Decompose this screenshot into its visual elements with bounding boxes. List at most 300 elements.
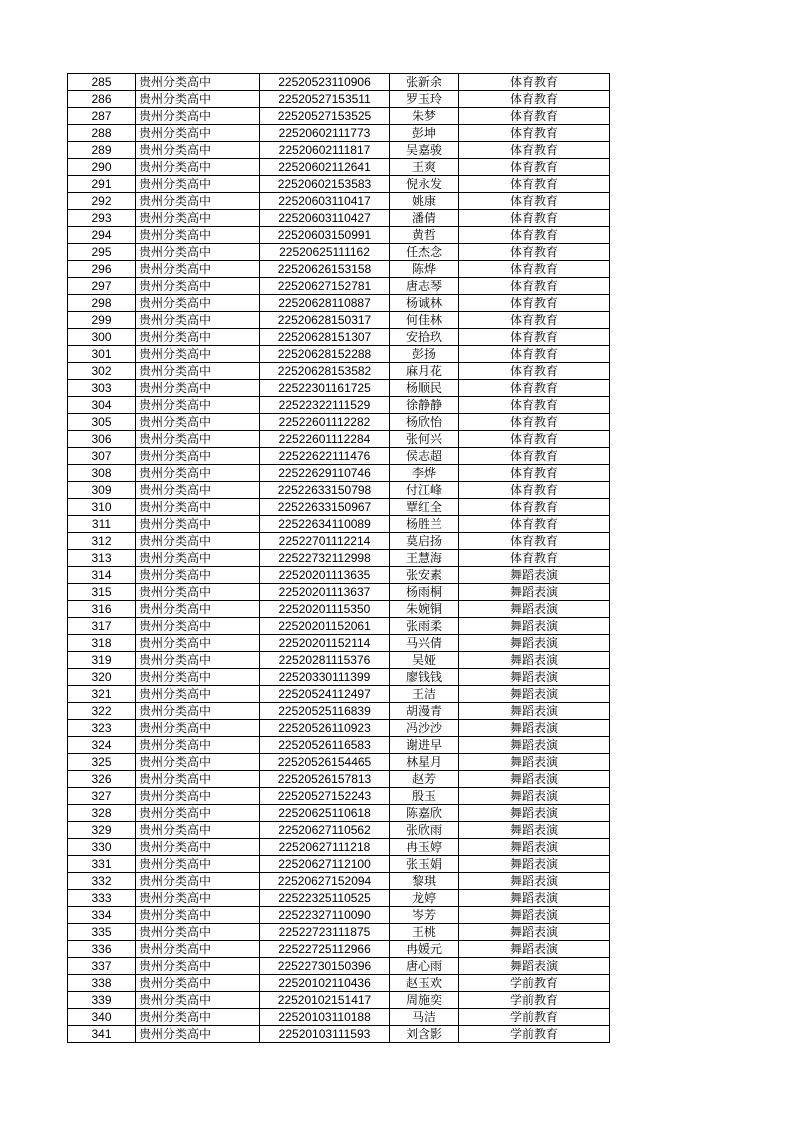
row-number-cell: 334 xyxy=(68,907,136,924)
row-number-cell: 310 xyxy=(68,499,136,516)
major-cell: 舞蹈表演 xyxy=(459,584,610,601)
student-name-cell: 吴嘉骏 xyxy=(390,142,459,159)
row-number-cell: 308 xyxy=(68,465,136,482)
student-id-cell: 22520627152781 xyxy=(260,278,390,295)
school-cell: 贵州分类高中 xyxy=(136,159,260,176)
school-cell: 贵州分类高中 xyxy=(136,686,260,703)
school-cell: 贵州分类高中 xyxy=(136,958,260,975)
school-cell: 贵州分类高中 xyxy=(136,278,260,295)
school-cell: 贵州分类高中 xyxy=(136,584,260,601)
student-name-cell: 岑芳 xyxy=(390,907,459,924)
student-name-cell: 倪永发 xyxy=(390,176,459,193)
student-name-cell: 马洁 xyxy=(390,1009,459,1026)
student-id-cell: 22522601112282 xyxy=(260,414,390,431)
student-id-cell: 22520201152061 xyxy=(260,618,390,635)
student-name-cell: 王慧海 xyxy=(390,550,459,567)
table-row xyxy=(68,278,610,295)
student-name-cell: 王爽 xyxy=(390,159,459,176)
school-cell: 贵州分类高中 xyxy=(136,482,260,499)
table-row xyxy=(68,193,610,210)
row-number-cell: 327 xyxy=(68,788,136,805)
row-number-cell: 297 xyxy=(68,278,136,295)
school-cell: 贵州分类高中 xyxy=(136,125,260,142)
student-id-cell: 22520103111593 xyxy=(260,1026,390,1043)
student-name-cell: 赵玉欢 xyxy=(390,975,459,992)
row-number-cell: 311 xyxy=(68,516,136,533)
major-cell: 体育教育 xyxy=(459,431,610,448)
row-number-cell: 305 xyxy=(68,414,136,431)
student-name-cell: 彭坤 xyxy=(390,125,459,142)
table-body xyxy=(68,74,610,1043)
row-number-cell: 292 xyxy=(68,193,136,210)
student-name-cell: 陈烨 xyxy=(390,261,459,278)
student-name-cell: 莫启扬 xyxy=(390,533,459,550)
row-number-cell: 314 xyxy=(68,567,136,584)
table-row xyxy=(68,669,610,686)
table-row xyxy=(68,958,610,975)
school-cell: 贵州分类高中 xyxy=(136,346,260,363)
school-cell: 贵州分类高中 xyxy=(136,91,260,108)
major-cell: 舞蹈表演 xyxy=(459,737,610,754)
table-row xyxy=(68,1026,610,1043)
major-cell: 舞蹈表演 xyxy=(459,567,610,584)
school-cell: 贵州分类高中 xyxy=(136,618,260,635)
student-name-cell: 侯志超 xyxy=(390,448,459,465)
row-number-cell: 286 xyxy=(68,91,136,108)
major-cell: 体育教育 xyxy=(459,516,610,533)
table-row xyxy=(68,125,610,142)
major-cell: 体育教育 xyxy=(459,244,610,261)
student-id-cell: 22520526110923 xyxy=(260,720,390,737)
row-number-cell: 336 xyxy=(68,941,136,958)
student-name-cell: 朱婉铜 xyxy=(390,601,459,618)
major-cell: 体育教育 xyxy=(459,176,610,193)
table-row xyxy=(68,533,610,550)
student-name-cell: 覃红全 xyxy=(390,499,459,516)
student-name-cell: 黎琪 xyxy=(390,873,459,890)
row-number-cell: 326 xyxy=(68,771,136,788)
major-cell: 体育教育 xyxy=(459,329,610,346)
student-name-cell: 杨胜兰 xyxy=(390,516,459,533)
table-row xyxy=(68,295,610,312)
table-row xyxy=(68,414,610,431)
table-row xyxy=(68,737,610,754)
table-row xyxy=(68,448,610,465)
row-number-cell: 329 xyxy=(68,822,136,839)
school-cell: 贵州分类高中 xyxy=(136,74,260,91)
major-cell: 学前教育 xyxy=(459,975,610,992)
table-row xyxy=(68,720,610,737)
student-id-cell: 22522322111529 xyxy=(260,397,390,414)
school-cell: 贵州分类高中 xyxy=(136,448,260,465)
student-id-cell: 22520527152243 xyxy=(260,788,390,805)
row-number-cell: 309 xyxy=(68,482,136,499)
school-cell: 贵州分类高中 xyxy=(136,669,260,686)
major-cell: 体育教育 xyxy=(459,363,610,380)
school-cell: 贵州分类高中 xyxy=(136,907,260,924)
major-cell: 体育教育 xyxy=(459,278,610,295)
major-cell: 体育教育 xyxy=(459,159,610,176)
major-cell: 舞蹈表演 xyxy=(459,720,610,737)
school-cell: 贵州分类高中 xyxy=(136,227,260,244)
student-name-cell: 张新余 xyxy=(390,74,459,91)
table-row xyxy=(68,873,610,890)
row-number-cell: 312 xyxy=(68,533,136,550)
table-row xyxy=(68,907,610,924)
student-name-cell: 王桃 xyxy=(390,924,459,941)
student-name-cell: 李烨 xyxy=(390,465,459,482)
row-number-cell: 298 xyxy=(68,295,136,312)
student-name-cell: 胡漫青 xyxy=(390,703,459,720)
row-number-cell: 322 xyxy=(68,703,136,720)
school-cell: 贵州分类高中 xyxy=(136,805,260,822)
major-cell: 舞蹈表演 xyxy=(459,941,610,958)
student-name-cell: 任杰念 xyxy=(390,244,459,261)
student-name-cell: 朱梦 xyxy=(390,108,459,125)
major-cell: 学前教育 xyxy=(459,992,610,1009)
table-row xyxy=(68,499,610,516)
school-cell: 贵州分类高中 xyxy=(136,1009,260,1026)
table-row xyxy=(68,363,610,380)
row-number-cell: 293 xyxy=(68,210,136,227)
school-cell: 贵州分类高中 xyxy=(136,975,260,992)
row-number-cell: 331 xyxy=(68,856,136,873)
school-cell: 贵州分类高中 xyxy=(136,703,260,720)
row-number-cell: 302 xyxy=(68,363,136,380)
table-row xyxy=(68,856,610,873)
school-cell: 贵州分类高中 xyxy=(136,720,260,737)
row-number-cell: 288 xyxy=(68,125,136,142)
student-name-cell: 安拾玖 xyxy=(390,329,459,346)
table-row xyxy=(68,771,610,788)
student-id-cell: 22520602112641 xyxy=(260,159,390,176)
table-row xyxy=(68,482,610,499)
student-name-cell: 冯沙沙 xyxy=(390,720,459,737)
school-cell: 贵州分类高中 xyxy=(136,873,260,890)
table-row xyxy=(68,618,610,635)
student-id-cell: 22520201152114 xyxy=(260,635,390,652)
major-cell: 舞蹈表演 xyxy=(459,703,610,720)
table-row xyxy=(68,176,610,193)
major-cell: 舞蹈表演 xyxy=(459,686,610,703)
student-id-cell: 22520527153511 xyxy=(260,91,390,108)
table-row xyxy=(68,142,610,159)
major-cell: 体育教育 xyxy=(459,295,610,312)
table-row xyxy=(68,567,610,584)
table-row xyxy=(68,74,610,91)
student-name-cell: 唐志琴 xyxy=(390,278,459,295)
school-cell: 贵州分类高中 xyxy=(136,176,260,193)
student-id-cell: 22520628152288 xyxy=(260,346,390,363)
school-cell: 贵州分类高中 xyxy=(136,652,260,669)
row-number-cell: 295 xyxy=(68,244,136,261)
school-cell: 贵州分类高中 xyxy=(136,363,260,380)
student-id-cell: 22520626153158 xyxy=(260,261,390,278)
school-cell: 贵州分类高中 xyxy=(136,635,260,652)
school-cell: 贵州分类高中 xyxy=(136,533,260,550)
major-cell: 体育教育 xyxy=(459,533,610,550)
student-id-cell: 22522633150798 xyxy=(260,482,390,499)
table-row xyxy=(68,550,610,567)
table-row xyxy=(68,397,610,414)
table-row xyxy=(68,346,610,363)
student-id-cell: 22522325110525 xyxy=(260,890,390,907)
row-number-cell: 304 xyxy=(68,397,136,414)
school-cell: 贵州分类高中 xyxy=(136,992,260,1009)
major-cell: 学前教育 xyxy=(459,1026,610,1043)
major-cell: 体育教育 xyxy=(459,74,610,91)
row-number-cell: 320 xyxy=(68,669,136,686)
student-id-cell: 22520628110887 xyxy=(260,295,390,312)
student-id-cell: 22522301161725 xyxy=(260,380,390,397)
major-cell: 体育教育 xyxy=(459,108,610,125)
student-name-cell: 张安素 xyxy=(390,567,459,584)
student-id-cell: 22520102151417 xyxy=(260,992,390,1009)
row-number-cell: 301 xyxy=(68,346,136,363)
student-id-cell: 22520527153525 xyxy=(260,108,390,125)
student-id-cell: 22520526116583 xyxy=(260,737,390,754)
major-cell: 体育教育 xyxy=(459,414,610,431)
student-name-cell: 张雨柔 xyxy=(390,618,459,635)
table-row xyxy=(68,788,610,805)
table-row xyxy=(68,686,610,703)
student-name-cell: 黄哲 xyxy=(390,227,459,244)
student-id-cell: 22520603110427 xyxy=(260,210,390,227)
student-id-cell: 22520526154465 xyxy=(260,754,390,771)
student-name-cell: 彭扬 xyxy=(390,346,459,363)
major-cell: 体育教育 xyxy=(459,125,610,142)
student-id-cell: 22520602153583 xyxy=(260,176,390,193)
major-cell: 体育教育 xyxy=(459,227,610,244)
table-row xyxy=(68,635,610,652)
major-cell: 体育教育 xyxy=(459,91,610,108)
table-row xyxy=(68,261,610,278)
major-cell: 学前教育 xyxy=(459,1009,610,1026)
major-cell: 舞蹈表演 xyxy=(459,907,610,924)
major-cell: 体育教育 xyxy=(459,210,610,227)
major-cell: 舞蹈表演 xyxy=(459,635,610,652)
table-row xyxy=(68,516,610,533)
table-row xyxy=(68,210,610,227)
student-name-cell: 冉媛元 xyxy=(390,941,459,958)
row-number-cell: 332 xyxy=(68,873,136,890)
row-number-cell: 330 xyxy=(68,839,136,856)
school-cell: 贵州分类高中 xyxy=(136,1026,260,1043)
row-number-cell: 340 xyxy=(68,1009,136,1026)
school-cell: 贵州分类高中 xyxy=(136,261,260,278)
table-row xyxy=(68,159,610,176)
student-name-cell: 殷玉 xyxy=(390,788,459,805)
table-row xyxy=(68,822,610,839)
student-id-cell: 22520602111773 xyxy=(260,125,390,142)
school-cell: 贵州分类高中 xyxy=(136,516,260,533)
table-row xyxy=(68,244,610,261)
row-number-cell: 296 xyxy=(68,261,136,278)
school-cell: 贵州分类高中 xyxy=(136,295,260,312)
student-id-cell: 22522732112998 xyxy=(260,550,390,567)
row-number-cell: 287 xyxy=(68,108,136,125)
row-number-cell: 319 xyxy=(68,652,136,669)
table-row xyxy=(68,227,610,244)
student-id-cell: 22522601112284 xyxy=(260,431,390,448)
major-cell: 体育教育 xyxy=(459,397,610,414)
major-cell: 舞蹈表演 xyxy=(459,924,610,941)
student-id-cell: 22522633150967 xyxy=(260,499,390,516)
student-id-cell: 22520628153582 xyxy=(260,363,390,380)
table-row xyxy=(68,754,610,771)
school-cell: 贵州分类高中 xyxy=(136,737,260,754)
row-number-cell: 306 xyxy=(68,431,136,448)
table-row xyxy=(68,1009,610,1026)
student-id-cell: 22522723111875 xyxy=(260,924,390,941)
student-name-cell: 龙婷 xyxy=(390,890,459,907)
row-number-cell: 289 xyxy=(68,142,136,159)
table-row xyxy=(68,703,610,720)
school-cell: 贵州分类高中 xyxy=(136,890,260,907)
row-number-cell: 318 xyxy=(68,635,136,652)
student-name-cell: 何佳林 xyxy=(390,312,459,329)
student-name-cell: 张玉娟 xyxy=(390,856,459,873)
table-row xyxy=(68,329,610,346)
student-name-cell: 杨欣怡 xyxy=(390,414,459,431)
row-number-cell: 339 xyxy=(68,992,136,1009)
row-number-cell: 313 xyxy=(68,550,136,567)
school-cell: 贵州分类高中 xyxy=(136,856,260,873)
row-number-cell: 338 xyxy=(68,975,136,992)
student-id-cell: 22520628150317 xyxy=(260,312,390,329)
student-id-cell: 22522622111476 xyxy=(260,448,390,465)
student-id-cell: 22522629110746 xyxy=(260,465,390,482)
major-cell: 舞蹈表演 xyxy=(459,652,610,669)
table-row xyxy=(68,465,610,482)
student-id-cell: 22520281115376 xyxy=(260,652,390,669)
row-number-cell: 317 xyxy=(68,618,136,635)
table-row xyxy=(68,890,610,907)
school-cell: 贵州分类高中 xyxy=(136,839,260,856)
row-number-cell: 300 xyxy=(68,329,136,346)
major-cell: 体育教育 xyxy=(459,448,610,465)
student-name-cell: 赵芳 xyxy=(390,771,459,788)
school-cell: 贵州分类高中 xyxy=(136,329,260,346)
student-id-cell: 22520524112497 xyxy=(260,686,390,703)
student-name-cell: 吴娅 xyxy=(390,652,459,669)
row-number-cell: 294 xyxy=(68,227,136,244)
major-cell: 舞蹈表演 xyxy=(459,873,610,890)
row-number-cell: 299 xyxy=(68,312,136,329)
major-cell: 体育教育 xyxy=(459,142,610,159)
table-row xyxy=(68,975,610,992)
school-cell: 贵州分类高中 xyxy=(136,550,260,567)
school-cell: 贵州分类高中 xyxy=(136,941,260,958)
school-cell: 贵州分类高中 xyxy=(136,601,260,618)
major-cell: 体育教育 xyxy=(459,380,610,397)
row-number-cell: 333 xyxy=(68,890,136,907)
table-row xyxy=(68,839,610,856)
major-cell: 体育教育 xyxy=(459,261,610,278)
row-number-cell: 341 xyxy=(68,1026,136,1043)
student-name-cell: 麻月花 xyxy=(390,363,459,380)
table-row xyxy=(68,431,610,448)
major-cell: 体育教育 xyxy=(459,482,610,499)
row-number-cell: 285 xyxy=(68,74,136,91)
student-name-cell: 姚康 xyxy=(390,193,459,210)
major-cell: 舞蹈表演 xyxy=(459,856,610,873)
row-number-cell: 316 xyxy=(68,601,136,618)
student-id-cell: 22520627112100 xyxy=(260,856,390,873)
major-cell: 体育教育 xyxy=(459,312,610,329)
major-cell: 体育教育 xyxy=(459,346,610,363)
table-row xyxy=(68,584,610,601)
student-id-cell: 22520603110417 xyxy=(260,193,390,210)
major-cell: 舞蹈表演 xyxy=(459,958,610,975)
school-cell: 贵州分类高中 xyxy=(136,465,260,482)
major-cell: 舞蹈表演 xyxy=(459,601,610,618)
student-name-cell: 罗玉玲 xyxy=(390,91,459,108)
student-id-cell: 22520625111162 xyxy=(260,244,390,261)
major-cell: 体育教育 xyxy=(459,499,610,516)
table-row xyxy=(68,108,610,125)
school-cell: 贵州分类高中 xyxy=(136,788,260,805)
school-cell: 贵州分类高中 xyxy=(136,312,260,329)
major-cell: 舞蹈表演 xyxy=(459,805,610,822)
student-name-cell: 周施奕 xyxy=(390,992,459,1009)
student-name-cell: 张欣雨 xyxy=(390,822,459,839)
school-cell: 贵州分类高中 xyxy=(136,771,260,788)
row-number-cell: 323 xyxy=(68,720,136,737)
student-name-cell: 杨雨桐 xyxy=(390,584,459,601)
row-number-cell: 307 xyxy=(68,448,136,465)
major-cell: 舞蹈表演 xyxy=(459,618,610,635)
row-number-cell: 303 xyxy=(68,380,136,397)
table-row xyxy=(68,312,610,329)
student-id-cell: 22520627110562 xyxy=(260,822,390,839)
major-cell: 舞蹈表演 xyxy=(459,771,610,788)
student-name-cell: 廖钱钱 xyxy=(390,669,459,686)
school-cell: 贵州分类高中 xyxy=(136,567,260,584)
major-cell: 体育教育 xyxy=(459,465,610,482)
student-id-cell: 22520525116839 xyxy=(260,703,390,720)
student-id-cell: 22522634110089 xyxy=(260,516,390,533)
row-number-cell: 291 xyxy=(68,176,136,193)
table-row xyxy=(68,941,610,958)
student-id-cell: 22520201115350 xyxy=(260,601,390,618)
row-number-cell: 324 xyxy=(68,737,136,754)
major-cell: 舞蹈表演 xyxy=(459,839,610,856)
major-cell: 体育教育 xyxy=(459,550,610,567)
school-cell: 贵州分类高中 xyxy=(136,244,260,261)
student-name-cell: 陈嘉欣 xyxy=(390,805,459,822)
student-id-cell: 22520201113637 xyxy=(260,584,390,601)
student-id-cell: 22520330111399 xyxy=(260,669,390,686)
student-id-cell: 22520602111817 xyxy=(260,142,390,159)
table-row xyxy=(68,380,610,397)
major-cell: 舞蹈表演 xyxy=(459,822,610,839)
student-id-cell: 22520103110188 xyxy=(260,1009,390,1026)
student-id-cell: 22520628151307 xyxy=(260,329,390,346)
student-name-cell: 马兴倩 xyxy=(390,635,459,652)
school-cell: 贵州分类高中 xyxy=(136,142,260,159)
major-cell: 舞蹈表演 xyxy=(459,754,610,771)
student-name-cell: 林星月 xyxy=(390,754,459,771)
school-cell: 贵州分类高中 xyxy=(136,431,260,448)
school-cell: 贵州分类高中 xyxy=(136,499,260,516)
school-cell: 贵州分类高中 xyxy=(136,380,260,397)
school-cell: 贵州分类高中 xyxy=(136,210,260,227)
table-row xyxy=(68,924,610,941)
row-number-cell: 290 xyxy=(68,159,136,176)
table-row xyxy=(68,652,610,669)
major-cell: 舞蹈表演 xyxy=(459,788,610,805)
